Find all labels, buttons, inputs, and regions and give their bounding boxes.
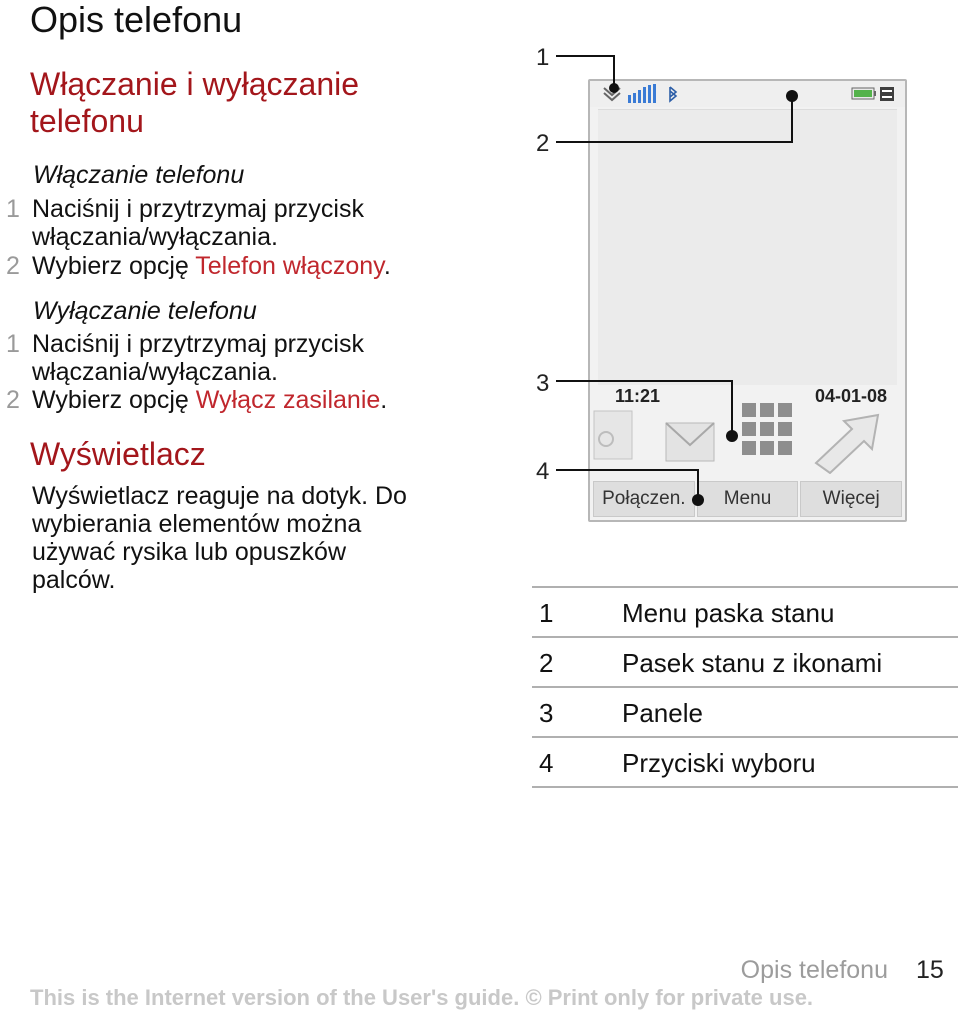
legend-number: 1 <box>539 598 554 628</box>
callout-line-2 <box>556 96 792 142</box>
subheading-turn-on: Włączanie telefonu <box>33 161 245 189</box>
callout-dot-2 <box>786 90 798 102</box>
legend-number: 2 <box>539 648 554 678</box>
step-number: 2 <box>6 252 20 280</box>
callout-number-3: 3 <box>536 370 550 397</box>
callout-number-4: 4 <box>536 458 550 485</box>
softkey-calls[interactable]: Połączen. <box>593 481 695 517</box>
page-title: Opis telefonu <box>30 0 243 40</box>
callout-dot-4 <box>692 494 704 506</box>
internet-version-notice: This is the Internet version of the User's guide. © Print only for private use. <box>30 985 814 1010</box>
heading-line: telefonu <box>30 103 144 139</box>
step-text: Wybierz opcję <box>32 252 196 280</box>
option-link-phone-on: Telefon włączony <box>195 252 384 280</box>
subheading-turn-off: Wyłączanie telefonu <box>33 297 257 325</box>
step-number: 1 <box>6 330 20 358</box>
legend-row <box>532 736 958 788</box>
clock-time: 11:21 <box>615 386 661 406</box>
callout-dot-1 <box>609 83 619 93</box>
step-text: Naciśnij i przytrzymaj przycisk <box>32 330 364 358</box>
step-number: 2 <box>6 386 20 414</box>
legend-text: Pasek stanu z ikonami <box>622 648 883 678</box>
paragraph-line: używać rysika lub opuszków <box>32 538 347 566</box>
step-text: Wybierz opcję <box>32 386 196 414</box>
callout-dot-3 <box>726 430 738 442</box>
clock-date: 04-01-08 <box>814 386 887 406</box>
callout-line-1 <box>556 56 614 86</box>
footer-section-title: Opis telefonu <box>740 956 888 984</box>
step-text: Naciśnij i przytrzymaj przycisk <box>32 195 364 223</box>
legend-text: Menu paska stanu <box>622 598 835 628</box>
legend-row <box>532 686 958 738</box>
section-heading-display: Wyświetlacz <box>30 436 206 472</box>
softkey-menu[interactable]: Menu <box>697 481 799 517</box>
paragraph-line: palców. <box>32 566 116 594</box>
legend-text: Przyciski wyboru <box>622 748 816 778</box>
legend-row <box>532 636 958 688</box>
step-number: 1 <box>6 195 20 223</box>
step-text: włączania/wyłączania. <box>32 223 278 251</box>
page-number: 15 <box>916 956 944 984</box>
callout-number-2: 2 <box>536 130 550 157</box>
callout-line-3 <box>556 381 732 436</box>
paragraph-line: wybierania elementów można <box>32 510 362 538</box>
legend-number: 3 <box>539 698 554 728</box>
softkey-more[interactable]: Więcej <box>800 481 902 517</box>
callout-line-4 <box>556 470 698 500</box>
legend-text: Panele <box>622 698 703 728</box>
step-text-end: . <box>383 252 391 280</box>
paragraph-line: Wyświetlacz reaguje na dotyk. Do <box>32 482 407 510</box>
legend-row <box>532 586 958 638</box>
callout-number-1: 1 <box>536 44 550 71</box>
step-text: włączania/wyłączania. <box>32 358 278 386</box>
option-link-power-off: Wyłącz zasilanie <box>195 386 381 414</box>
step-text-end: . <box>380 386 388 414</box>
legend-number: 4 <box>539 748 554 778</box>
heading-line: Włączanie i wyłączanie <box>30 66 360 102</box>
